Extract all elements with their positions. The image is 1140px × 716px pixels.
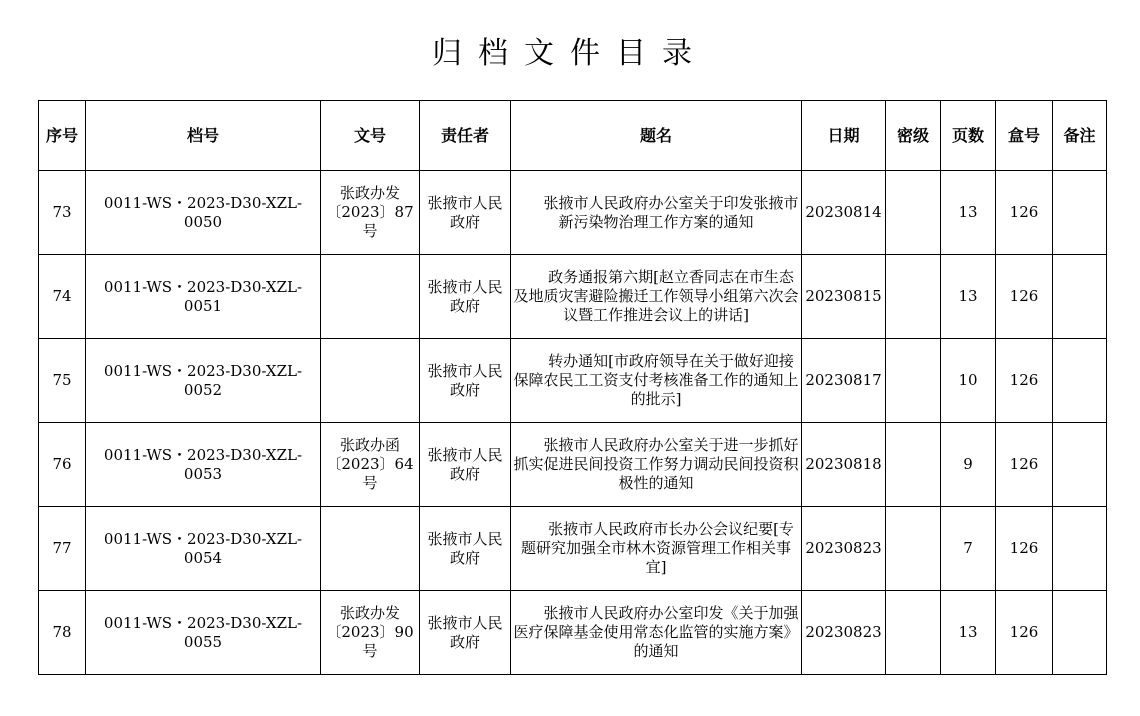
cell-wenhao: 张政办函〔2023〕64号: [321, 423, 420, 507]
cell-yeshu: 13: [941, 171, 996, 255]
cell-xuhao: 77: [39, 507, 86, 591]
cell-riqi: 20230823: [802, 507, 886, 591]
header-row: [39, 101, 1107, 171]
cell-timing: 张掖市人民政府办公室关于进一步抓好抓实促进民间投资工作努力调动民间投资积极性的通知: [511, 423, 802, 507]
header-wenhao: 文号: [321, 101, 420, 171]
cell-xuhao: 78: [39, 591, 86, 675]
cell-zerenzhe: 张掖市人民政府: [420, 255, 511, 339]
cell-yeshu: 7: [941, 507, 996, 591]
header-miji: 密级: [886, 101, 941, 171]
cell-danghao: 0011-WS・2023-D30-XZL-0053: [86, 423, 321, 507]
cell-timing: 张掖市人民政府办公室关于印发张掖市新污染物治理工作方案的通知: [511, 171, 802, 255]
cell-hehao: 126: [996, 255, 1053, 339]
cell-zerenzhe: 张掖市人民政府: [420, 339, 511, 423]
cell-wenhao: [321, 339, 420, 423]
cell-riqi: 20230815: [802, 255, 886, 339]
cell-hehao: 126: [996, 591, 1053, 675]
header-danghao: 档号: [86, 101, 321, 171]
header-yeshu: 页数: [941, 101, 996, 171]
cell-miji: [886, 171, 941, 255]
cell-miji: [886, 339, 941, 423]
header-zerenzhe: 责任者: [420, 101, 511, 171]
cell-xuhao: 74: [39, 255, 86, 339]
page-title: 归档文件目录: [432, 36, 708, 71]
cell-xuhao: 75: [39, 339, 86, 423]
cell-yeshu: 13: [941, 591, 996, 675]
table-row: [39, 255, 1107, 339]
header-hehao: 盒号: [996, 101, 1053, 171]
cell-yeshu: 13: [941, 255, 996, 339]
cell-timing: 张掖市人民政府办公室印发《关于加强医疗保障基金使用常态化监管的实施方案》的通知: [511, 591, 802, 675]
cell-beizhu: [1053, 507, 1107, 591]
cell-danghao: 0011-WS・2023-D30-XZL-0051: [86, 255, 321, 339]
cell-riqi: 20230814: [802, 171, 886, 255]
header-beizhu: 备注: [1053, 101, 1107, 171]
table-row: [39, 423, 1107, 507]
cell-timing: 转办通知[市政府领导在关于做好迎接保障农民工工资支付考核准备工作的通知上的批示]: [511, 339, 802, 423]
cell-xuhao: 73: [39, 171, 86, 255]
cell-yeshu: 9: [941, 423, 996, 507]
cell-wenhao: [321, 507, 420, 591]
cell-zerenzhe: 张掖市人民政府: [420, 507, 511, 591]
cell-riqi: 20230818: [802, 423, 886, 507]
cell-wenhao: 张政办发〔2023〕87号: [321, 171, 420, 255]
table-row: [39, 591, 1107, 675]
table-row: [39, 507, 1107, 591]
cell-miji: [886, 255, 941, 339]
cell-miji: [886, 591, 941, 675]
header-riqi: 日期: [802, 101, 886, 171]
cell-zerenzhe: 张掖市人民政府: [420, 423, 511, 507]
cell-hehao: 126: [996, 171, 1053, 255]
cell-timing: 张掖市人民政府市长办公会议纪要[专题研究加强全市林木资源管理工作相关事宜]: [511, 507, 802, 591]
cell-beizhu: [1053, 339, 1107, 423]
cell-danghao: 0011-WS・2023-D30-XZL-0050: [86, 171, 321, 255]
cell-riqi: 20230817: [802, 339, 886, 423]
cell-wenhao: 张政办发〔2023〕90号: [321, 591, 420, 675]
cell-riqi: 20230823: [802, 591, 886, 675]
cell-miji: [886, 423, 941, 507]
cell-timing: 政务通报第六期[赵立香同志在市生态及地质灾害避险搬迁工作领导小组第六次会议暨工作推进会议上的讲话]: [511, 255, 802, 339]
cell-beizhu: [1053, 255, 1107, 339]
cell-danghao: 0011-WS・2023-D30-XZL-0055: [86, 591, 321, 675]
cell-yeshu: 10: [941, 339, 996, 423]
header-xuhao: 序号: [39, 101, 86, 171]
cell-beizhu: [1053, 591, 1107, 675]
table-row: [39, 171, 1107, 255]
cell-hehao: 126: [996, 507, 1053, 591]
cell-hehao: 126: [996, 339, 1053, 423]
cell-miji: [886, 507, 941, 591]
cell-xuhao: 76: [39, 423, 86, 507]
table-row: [39, 339, 1107, 423]
cell-hehao: 126: [996, 423, 1053, 507]
header-timing: 题名: [511, 101, 802, 171]
cell-beizhu: [1053, 171, 1107, 255]
cell-danghao: 0011-WS・2023-D30-XZL-0054: [86, 507, 321, 591]
cell-danghao: 0011-WS・2023-D30-XZL-0052: [86, 339, 321, 423]
cell-zerenzhe: 张掖市人民政府: [420, 171, 511, 255]
cell-zerenzhe: 张掖市人民政府: [420, 591, 511, 675]
cell-wenhao: [321, 255, 420, 339]
archive-catalog-table: [38, 100, 1107, 675]
cell-beizhu: [1053, 423, 1107, 507]
